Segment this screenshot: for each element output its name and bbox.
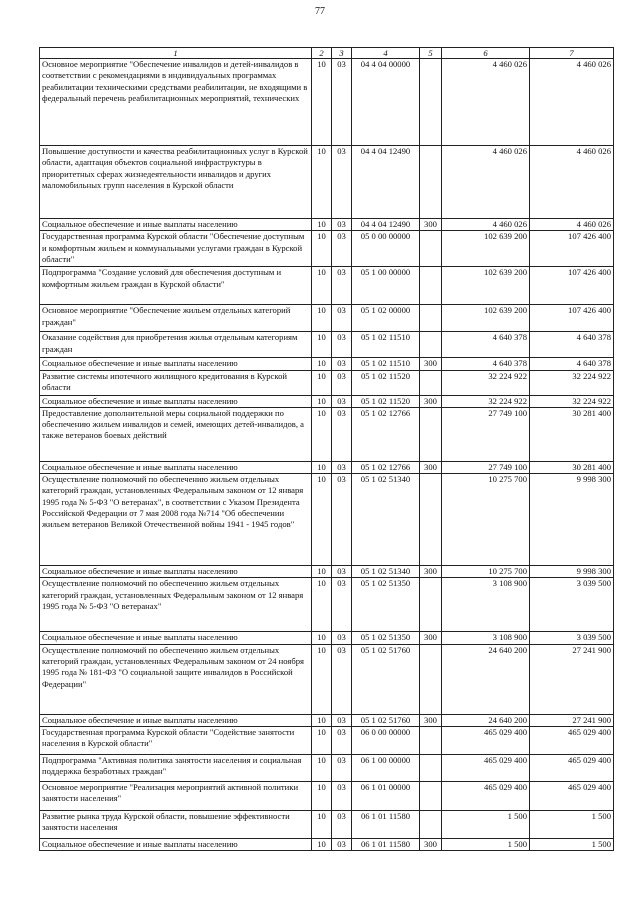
row-section: 10 <box>312 370 332 395</box>
table-row <box>40 839 614 851</box>
table-row <box>40 267 614 305</box>
row-target-article: 06 1 01 11580 <box>352 811 420 839</box>
row-amount-year-2: 4 460 026 <box>530 146 614 219</box>
row-amount-year-1: 32 224 922 <box>442 395 530 407</box>
row-amount-year-1: 102 639 200 <box>442 231 530 267</box>
row-expense-type: 300 <box>420 632 442 644</box>
row-name: Государственная программа Курской области "Содействие занятости населения в Курской области" <box>40 727 312 755</box>
header-col-7: 7 <box>530 48 614 59</box>
row-target-article: 05 1 02 11520 <box>352 370 420 395</box>
table-row <box>40 632 614 644</box>
row-expense-type <box>420 578 442 632</box>
row-amount-year-2: 32 224 922 <box>530 395 614 407</box>
row-target-article: 05 1 02 51760 <box>352 714 420 726</box>
row-amount-year-1: 27 749 100 <box>442 461 530 473</box>
row-amount-year-2: 30 281 400 <box>530 407 614 461</box>
row-subsection: 03 <box>332 395 352 407</box>
row-expense-type <box>420 146 442 219</box>
row-amount-year-2: 465 029 400 <box>530 727 614 755</box>
row-amount-year-1: 4 460 026 <box>442 59 530 146</box>
row-amount-year-2: 465 029 400 <box>530 782 614 811</box>
row-amount-year-2: 107 426 400 <box>530 231 614 267</box>
row-amount-year-2: 4 460 026 <box>530 59 614 146</box>
row-amount-year-1: 27 749 100 <box>442 407 530 461</box>
row-name: Предоставление дополнительной меры социальной поддержки по обеспечению жильем инвалидов и семей, имеющих детей-инвалидов, а также ветеранов боевых действий <box>40 407 312 461</box>
row-amount-year-2: 3 039 500 <box>530 578 614 632</box>
row-section: 10 <box>312 839 332 851</box>
row-name: Оказание содействия для приобретения жилья отдельным категориям граждан <box>40 332 312 358</box>
table-row <box>40 578 614 632</box>
row-target-article: 05 1 02 51350 <box>352 632 420 644</box>
row-amount-year-2: 27 241 900 <box>530 644 614 714</box>
row-target-article: 05 1 02 12766 <box>352 407 420 461</box>
row-target-article: 05 0 00 00000 <box>352 231 420 267</box>
table-row <box>40 714 614 726</box>
row-target-article: 05 1 02 11510 <box>352 358 420 370</box>
row-target-article: 06 1 00 00000 <box>352 755 420 782</box>
row-section: 10 <box>312 219 332 231</box>
row-subsection: 03 <box>332 358 352 370</box>
row-section: 10 <box>312 59 332 146</box>
row-subsection: 03 <box>332 461 352 473</box>
row-target-article: 04 4 04 12490 <box>352 219 420 231</box>
row-expense-type: 300 <box>420 461 442 473</box>
row-section: 10 <box>312 578 332 632</box>
row-amount-year-2: 27 241 900 <box>530 714 614 726</box>
row-name: Развитие системы ипотечного жилищного кредитования в Курской области <box>40 370 312 395</box>
row-name: Государственная программа Курской области "Обеспечение доступным и комфортным жильем и коммунальными услугами граждан в Курской области" <box>40 231 312 267</box>
header-col-5: 5 <box>420 48 442 59</box>
table-row <box>40 231 614 267</box>
row-amount-year-1: 1 500 <box>442 839 530 851</box>
row-amount-year-1: 465 029 400 <box>442 755 530 782</box>
row-expense-type <box>420 370 442 395</box>
row-amount-year-2: 4 640 378 <box>530 358 614 370</box>
table-row <box>40 370 614 395</box>
row-name: Повышение доступности и качества реабилитационных услуг в Курской области, адаптация объектов социальной инфраструктуры в приоритетных сферах жизнедеятельности инвалидов и других маломобильных групп населения в Курской области <box>40 146 312 219</box>
row-amount-year-2: 3 039 500 <box>530 632 614 644</box>
row-target-article: 05 1 02 11510 <box>352 332 420 358</box>
row-expense-type: 300 <box>420 395 442 407</box>
table-row <box>40 332 614 358</box>
row-subsection: 03 <box>332 782 352 811</box>
table-row <box>40 358 614 370</box>
row-amount-year-1: 10 275 700 <box>442 566 530 578</box>
row-subsection: 03 <box>332 370 352 395</box>
row-subsection: 03 <box>332 219 352 231</box>
table-row <box>40 727 614 755</box>
row-section: 10 <box>312 395 332 407</box>
row-amount-year-2: 9 998 300 <box>530 566 614 578</box>
row-section: 10 <box>312 632 332 644</box>
row-amount-year-1: 1 500 <box>442 811 530 839</box>
row-expense-type <box>420 305 442 332</box>
header-col-1: 1 <box>40 48 312 59</box>
row-amount-year-2: 1 500 <box>530 839 614 851</box>
row-amount-year-1: 10 275 700 <box>442 474 530 566</box>
row-subsection: 03 <box>332 727 352 755</box>
row-expense-type: 300 <box>420 566 442 578</box>
table-row <box>40 461 614 473</box>
row-expense-type: 300 <box>420 714 442 726</box>
row-amount-year-1: 3 108 900 <box>442 578 530 632</box>
row-subsection: 03 <box>332 305 352 332</box>
row-name: Социальное обеспечение и иные выплаты населению <box>40 839 312 851</box>
budget-table <box>39 47 614 851</box>
row-name: Подпрограмма "Создание условий для обеспечения доступным и комфортным жильем граждан в Курской области" <box>40 267 312 305</box>
row-expense-type <box>420 267 442 305</box>
table-row <box>40 474 614 566</box>
row-subsection: 03 <box>332 839 352 851</box>
header-col-6: 6 <box>442 48 530 59</box>
row-amount-year-1: 32 224 922 <box>442 370 530 395</box>
row-section: 10 <box>312 755 332 782</box>
row-name: Осуществление полномочий по обеспечению жильем отдельных категорий граждан, установленных Федеральным законом от 24 ноября 1995 года № 181-ФЗ "О социальной защите инвалидов в Российской Федерации" <box>40 644 312 714</box>
row-subsection: 03 <box>332 267 352 305</box>
row-subsection: 03 <box>332 632 352 644</box>
header-col-4: 4 <box>352 48 420 59</box>
row-target-article: 06 0 00 00000 <box>352 727 420 755</box>
row-section: 10 <box>312 231 332 267</box>
row-amount-year-1: 24 640 200 <box>442 714 530 726</box>
row-amount-year-2: 9 998 300 <box>530 474 614 566</box>
row-section: 10 <box>312 811 332 839</box>
header-col-2: 2 <box>312 48 332 59</box>
row-amount-year-2: 1 500 <box>530 811 614 839</box>
table-row <box>40 566 614 578</box>
row-name: Социальное обеспечение и иные выплаты населению <box>40 358 312 370</box>
row-expense-type <box>420 755 442 782</box>
row-amount-year-2: 107 426 400 <box>530 267 614 305</box>
row-expense-type <box>420 782 442 811</box>
row-expense-type <box>420 727 442 755</box>
row-subsection: 03 <box>332 714 352 726</box>
row-amount-year-1: 102 639 200 <box>442 305 530 332</box>
row-section: 10 <box>312 305 332 332</box>
row-name: Основное мероприятие "Обеспечение инвалидов и детей-инвалидов в соответствии с рекомендациями в индивидуальных программах реабилитации техническими средствами реабилитации, не входящими в федеральный перечень реабилитационных мероприятий, технических <box>40 59 312 146</box>
row-name: Социальное обеспечение и иные выплаты населению <box>40 566 312 578</box>
row-amount-year-2: 107 426 400 <box>530 305 614 332</box>
row-subsection: 03 <box>332 407 352 461</box>
row-section: 10 <box>312 714 332 726</box>
row-target-article: 05 1 02 51760 <box>352 644 420 714</box>
table-row <box>40 395 614 407</box>
table-row <box>40 219 614 231</box>
page-number: 77 <box>315 6 325 17</box>
row-target-article: 05 1 02 12766 <box>352 461 420 473</box>
row-amount-year-1: 465 029 400 <box>442 782 530 811</box>
row-section: 10 <box>312 358 332 370</box>
row-target-article: 04 4 04 00000 <box>352 59 420 146</box>
table-row <box>40 146 614 219</box>
table-row <box>40 782 614 811</box>
row-target-article: 05 1 02 51350 <box>352 578 420 632</box>
row-subsection: 03 <box>332 755 352 782</box>
row-section: 10 <box>312 727 332 755</box>
row-subsection: 03 <box>332 59 352 146</box>
row-subsection: 03 <box>332 231 352 267</box>
row-name: Социальное обеспечение и иные выплаты населению <box>40 461 312 473</box>
row-section: 10 <box>312 566 332 578</box>
row-name: Социальное обеспечение и иные выплаты населению <box>40 714 312 726</box>
row-target-article: 06 1 01 11580 <box>352 839 420 851</box>
row-target-article: 05 1 02 11520 <box>352 395 420 407</box>
row-section: 10 <box>312 461 332 473</box>
row-subsection: 03 <box>332 578 352 632</box>
row-section: 10 <box>312 146 332 219</box>
row-section: 10 <box>312 407 332 461</box>
row-subsection: 03 <box>332 644 352 714</box>
header-col-3: 3 <box>332 48 352 59</box>
row-expense-type <box>420 59 442 146</box>
row-amount-year-1: 102 639 200 <box>442 267 530 305</box>
row-section: 10 <box>312 474 332 566</box>
row-amount-year-2: 30 281 400 <box>530 461 614 473</box>
row-name: Осуществление полномочий по обеспечению жильем отдельных категорий граждан, установленных Федеральным законом от 12 января 1995 года № 5-ФЗ "О ветеранах" <box>40 578 312 632</box>
row-expense-type <box>420 474 442 566</box>
table-row <box>40 811 614 839</box>
row-section: 10 <box>312 644 332 714</box>
row-amount-year-1: 24 640 200 <box>442 644 530 714</box>
row-amount-year-2: 465 029 400 <box>530 755 614 782</box>
row-expense-type: 300 <box>420 358 442 370</box>
row-amount-year-1: 465 029 400 <box>442 727 530 755</box>
row-expense-type: 300 <box>420 219 442 231</box>
row-target-article: 05 1 02 51340 <box>352 566 420 578</box>
row-target-article: 05 1 02 00000 <box>352 305 420 332</box>
row-name: Основное мероприятие "Реализация мероприятий активной политики занятости населения" <box>40 782 312 811</box>
row-subsection: 03 <box>332 474 352 566</box>
table-row <box>40 59 614 146</box>
row-section: 10 <box>312 267 332 305</box>
row-expense-type <box>420 332 442 358</box>
row-name: Основное мероприятие "Обеспечение жильем отдельных категорий граждан" <box>40 305 312 332</box>
row-subsection: 03 <box>332 332 352 358</box>
header-row <box>40 48 614 59</box>
row-subsection: 03 <box>332 566 352 578</box>
row-subsection: 03 <box>332 146 352 219</box>
row-target-article: 04 4 04 12490 <box>352 146 420 219</box>
table-row <box>40 305 614 332</box>
table-row <box>40 644 614 714</box>
row-amount-year-2: 4 460 026 <box>530 219 614 231</box>
row-amount-year-1: 4 460 026 <box>442 219 530 231</box>
row-name: Развитие рынка труда Курской области, повышение эффективности занятости населения <box>40 811 312 839</box>
row-name: Социальное обеспечение и иные выплаты населению <box>40 632 312 644</box>
row-target-article: 05 1 02 51340 <box>352 474 420 566</box>
row-section: 10 <box>312 332 332 358</box>
row-name: Социальное обеспечение и иные выплаты населению <box>40 395 312 407</box>
row-target-article: 05 1 00 00000 <box>352 267 420 305</box>
row-section: 10 <box>312 782 332 811</box>
table-row <box>40 755 614 782</box>
row-name: Осуществление полномочий по обеспечению жильем отдельных категорий граждан, установленных Федеральным законом от 12 января 1995 года № 5-ФЗ "О ветеранах", в соответствии с Указом Президента Российской Федерации от 7 мая 2008 года №714 "Об обеспечении жильем ветеранов Великой Отечественной войны 1941 - 1945 годов" <box>40 474 312 566</box>
row-expense-type: 300 <box>420 839 442 851</box>
row-amount-year-1: 4 460 026 <box>442 146 530 219</box>
row-expense-type <box>420 407 442 461</box>
row-amount-year-1: 4 640 378 <box>442 332 530 358</box>
row-amount-year-2: 4 640 378 <box>530 332 614 358</box>
row-expense-type <box>420 811 442 839</box>
row-amount-year-1: 4 640 378 <box>442 358 530 370</box>
row-subsection: 03 <box>332 811 352 839</box>
row-name: Социальное обеспечение и иные выплаты населению <box>40 219 312 231</box>
row-target-article: 06 1 01 00000 <box>352 782 420 811</box>
row-amount-year-2: 32 224 922 <box>530 370 614 395</box>
row-expense-type <box>420 231 442 267</box>
table-row <box>40 407 614 461</box>
row-amount-year-1: 3 108 900 <box>442 632 530 644</box>
row-name: Подпрограмма "Активная политика занятости населения и социальная поддержка безработных граждан" <box>40 755 312 782</box>
row-expense-type <box>420 644 442 714</box>
